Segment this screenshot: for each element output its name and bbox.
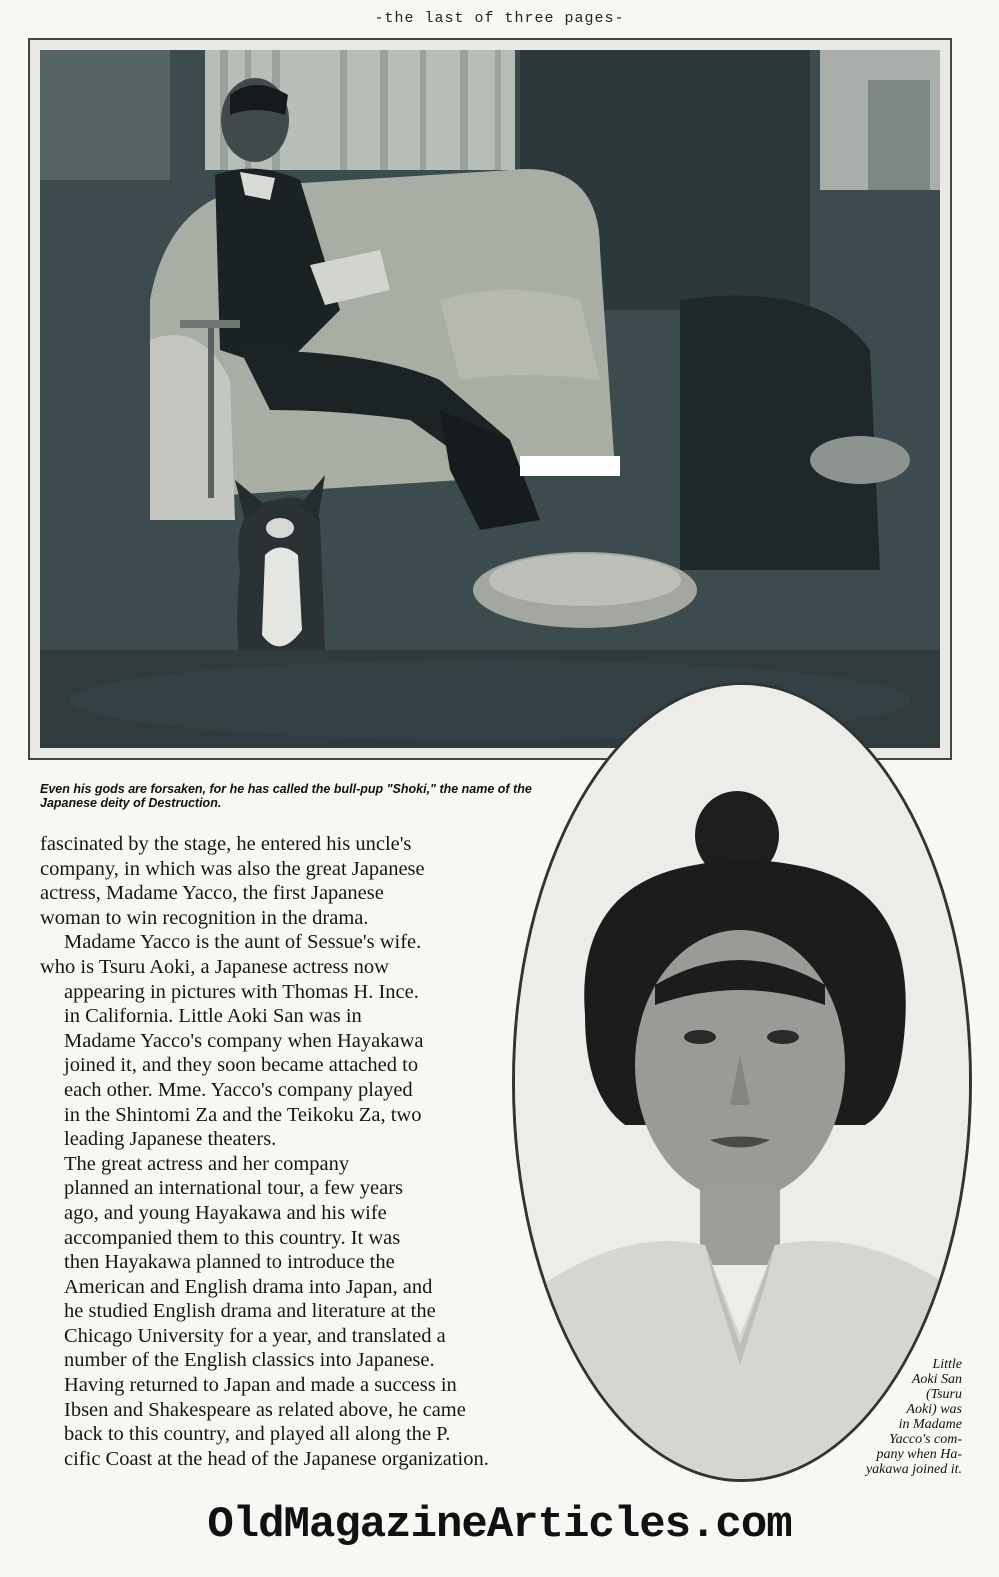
caption-line: (Tsuru	[925, 1387, 962, 1402]
photo-caption: Even his gods are forsaken, for he has called the bull-pup "Shoki," the name of the Japanese deity of Destruction.	[40, 782, 532, 810]
top-photo-frame	[28, 38, 952, 760]
caption-line: pany when Ha-	[876, 1447, 962, 1462]
text-line: Madame Yacco's company when Hayakawa	[64, 1029, 424, 1052]
text-line: he studied English drama and literature at the	[64, 1300, 436, 1323]
page-header: -the last of three pages-	[374, 10, 625, 27]
text-line: actress, Madame Yacco, the first Japanese	[40, 882, 384, 905]
text-line: ago, and young Hayakawa and his wife	[64, 1201, 387, 1224]
text-line: Chicago University for a year, and translated a	[64, 1324, 446, 1347]
text-line: then Hayakawa planned to introduce the	[64, 1251, 395, 1274]
text-line: number of the English classics into Japanese.	[64, 1349, 435, 1372]
text-line: Madame Yacco is the aunt of Sessue's wife.	[64, 931, 422, 954]
text-line: back to this country, and played all along the P.	[64, 1423, 451, 1446]
text-line: woman to win recognition in the drama.	[40, 906, 369, 929]
caption-line: Little	[932, 1357, 962, 1372]
text-line: joined it, and they soon became attached to	[64, 1054, 419, 1077]
text-line: planned an international tour, a few years	[64, 1177, 404, 1200]
site-watermark: OldMagazineArticles.com	[207, 1500, 792, 1550]
text-line: leading Japanese theaters.	[64, 1128, 277, 1151]
text-line: who is Tsuru Aoki, a Japanese actress now	[40, 955, 389, 978]
text-line: in the Shintomi Za and the Teikoku Za, two	[64, 1103, 422, 1126]
text-line: appearing in pictures with Thomas H. Ince.	[64, 980, 419, 1003]
caption-line: Aoki) was	[906, 1402, 962, 1417]
reading-man-photo	[40, 50, 940, 748]
photo-illustration	[40, 50, 940, 748]
text-line: The great actress and her company	[64, 1152, 350, 1175]
text-line: American and English drama into Japan, and	[64, 1275, 433, 1298]
text-line: in California. Little Aoki San was in	[64, 1005, 362, 1028]
text-line: cific Coast at the head of the Japanese organization.	[64, 1447, 489, 1470]
text-line: Ibsen and Shakespeare as related above, he came	[64, 1398, 466, 1421]
caption-line: in Madame	[898, 1417, 962, 1432]
text-line: fascinated by the stage, he entered his uncle's	[40, 833, 412, 855]
caption-line: Aoki San	[911, 1372, 962, 1387]
text-line: Having returned to Japan and made a success in	[64, 1374, 457, 1397]
caption-line: Yacco's com-	[889, 1432, 962, 1447]
portrait-caption	[850, 1357, 962, 1477]
text-line: accompanied them to this country. It was	[64, 1226, 401, 1249]
caption-line: yakawa joined it.	[865, 1462, 962, 1477]
text-line: company, in which was also the great Japanese	[40, 857, 425, 880]
text-line: each other. Mme. Yacco's company played	[64, 1078, 413, 1101]
